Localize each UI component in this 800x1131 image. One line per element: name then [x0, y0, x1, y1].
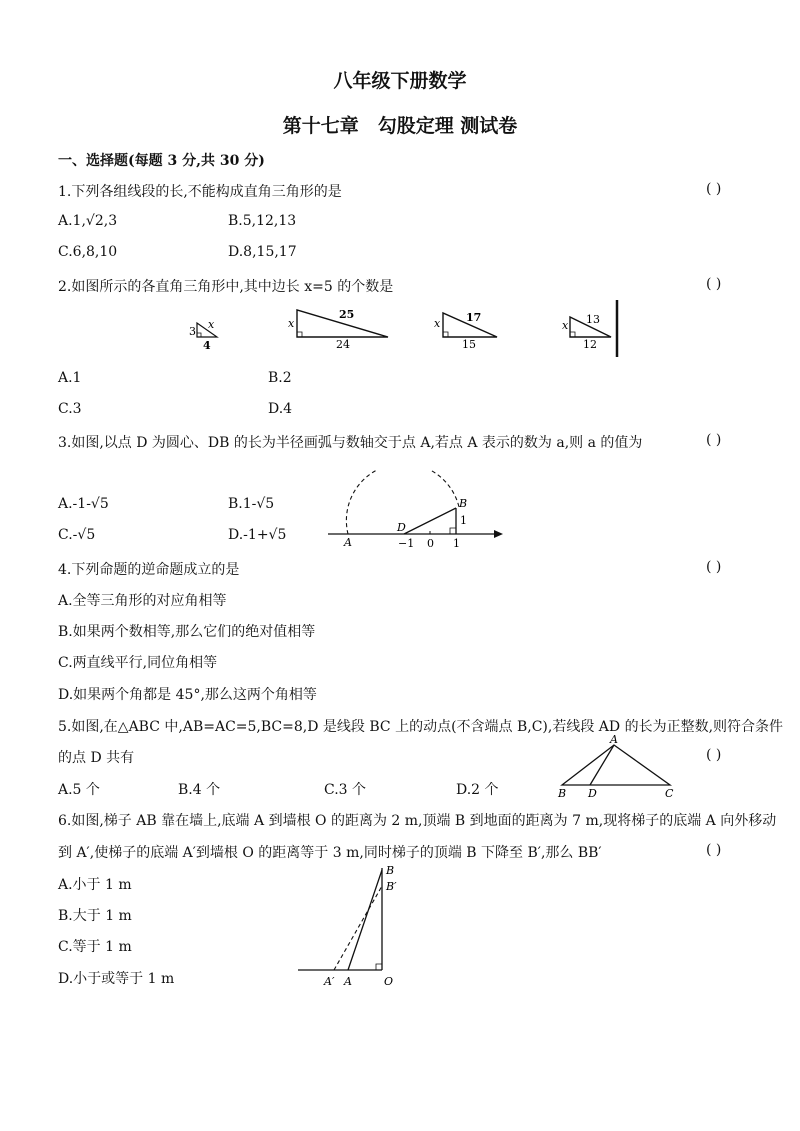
side-one-label: 1	[460, 514, 467, 527]
question-2-answer-blank: ( )	[706, 276, 722, 292]
question-3-stem: 3.如图,以点 D 为圆心、DB 的长为半径画弧与数轴交于点 A,若点 A 表示的数为 a,则 a 的值为	[58, 435, 643, 451]
triangle-3-x: x	[434, 317, 441, 330]
question-3-answer-blank: ( )	[706, 432, 722, 448]
triangle-2-x: x	[288, 317, 295, 330]
tick-one: 1	[453, 537, 460, 550]
question-5-stem-continued: 的点 D 共有	[58, 750, 135, 766]
question-4-option-a: A.全等三角形的对应角相等	[58, 593, 227, 609]
question-1-stem: 1.下列各组线段的长,不能构成直角三角形的是	[58, 184, 342, 200]
section-heading: 一、选择题(每题 3 分,共 30 分)	[58, 153, 265, 169]
question-1-option-d: D.8,15,17	[228, 244, 297, 260]
question-3-figure	[320, 470, 510, 550]
point-a-prime-label: A′	[324, 975, 335, 988]
point-d-label: D	[397, 521, 406, 534]
question-4-option-c: C.两直线平行,同位角相等	[58, 655, 218, 671]
question-3-option-b: B.1-√5	[228, 496, 275, 512]
point-c-label: C	[665, 787, 674, 799]
page-title: 八年级下册数学	[333, 70, 467, 92]
triangle-1-side-a: 3	[189, 325, 196, 338]
triangle-1	[189, 318, 217, 352]
question-1-option-c: C.6,8,10	[58, 244, 118, 260]
question-5-answer-blank: ( )	[706, 747, 722, 763]
question-1-option-a: A.1,√2,3	[58, 213, 118, 229]
point-b-prime-label: B′	[386, 880, 397, 893]
question-2-option-c: C.3	[58, 401, 82, 417]
triangle-3-base: 15	[462, 338, 476, 351]
triangle-3	[434, 311, 497, 351]
triangle-4-x: x	[562, 319, 569, 332]
question-3-option-c: C.-√5	[58, 527, 96, 543]
question-1-answer-blank: ( )	[706, 181, 722, 197]
question-6-answer-blank: ( )	[706, 842, 722, 858]
question-5-option-c: C.3 个	[324, 782, 367, 798]
tick-minus-one: −1	[398, 537, 415, 550]
question-5-option-d: D.2 个	[456, 782, 499, 798]
triangle-1-x: x	[208, 318, 215, 331]
question-2-figure	[0, 295, 800, 365]
question-5-figure	[552, 733, 692, 799]
triangle-4-base: 12	[583, 338, 597, 351]
point-b-label: B	[558, 787, 567, 799]
question-1-option-b: B.5,12,13	[228, 213, 297, 229]
question-6-stem: 6.如图,梯子 AB 靠在墙上,底端 A 到墙根 O 的距离为 2 m,顶端 B 到地面的距离为 7 m,现将梯子的底端 A 向外移动	[58, 813, 777, 829]
point-a-label: A	[344, 975, 352, 988]
triangle-4-hyp: 13	[586, 313, 600, 326]
question-2-option-b: B.2	[268, 370, 292, 386]
question-4-option-b: B.如果两个数相等,那么它们的绝对值相等	[58, 624, 316, 640]
question-2-option-d: D.4	[268, 401, 293, 417]
question-2-stem: 2.如图所示的各直角三角形中,其中边长 x=5 的个数是	[58, 279, 394, 295]
question-3-option-d: D.-1+√5	[228, 527, 287, 543]
question-5-stem: 5.如图,在△ABC 中,AB=AC=5,BC=8,D 是线段 BC 上的动点(不含端点 B,C),若线段 AD 的长为正整数,则符合条件	[58, 719, 784, 735]
point-d-label: D	[588, 787, 597, 799]
page-subtitle: 第十七章 勾股定理 测试卷	[282, 115, 518, 137]
triangle-2-hyp: 25	[339, 308, 355, 321]
question-6-stem-continued: 到 A′,使梯子的底端 A′到墙根 O 的距离等于 3 m,同时梯子的顶端 B 下降至 B′,那么 BB′	[58, 845, 602, 861]
question-5-option-b: B.4 个	[178, 782, 221, 798]
triangle-3-hyp: 17	[466, 311, 482, 324]
triangle-2-base: 24	[336, 338, 350, 351]
question-6-option-a: A.小于 1 m	[58, 877, 132, 893]
question-6-option-d: D.小于或等于 1 m	[58, 971, 175, 987]
point-o-label: O	[384, 975, 394, 988]
point-a-label: A	[610, 733, 618, 746]
question-6-option-b: B.大于 1 m	[58, 908, 132, 924]
triangle-1-side-b: 4	[203, 339, 211, 352]
point-b-label: B	[459, 497, 468, 510]
point-a-label: A	[344, 536, 352, 549]
question-3-option-a: A.-1-√5	[58, 496, 109, 512]
question-6-option-c: C.等于 1 m	[58, 939, 132, 955]
point-b-label: B	[386, 864, 395, 877]
question-4-answer-blank: ( )	[706, 559, 722, 575]
question-6-figure	[290, 860, 420, 990]
question-2-option-a: A.1	[58, 370, 82, 386]
question-4-option-d: D.如果两个角都是 45°,那么这两个角相等	[58, 687, 317, 703]
triangle-4	[562, 300, 617, 357]
triangle-2	[288, 308, 388, 351]
question-4-stem: 4.下列命题的逆命题成立的是	[58, 562, 240, 578]
question-5-option-a: A.5 个	[58, 782, 100, 798]
tick-zero: 0	[427, 537, 434, 550]
